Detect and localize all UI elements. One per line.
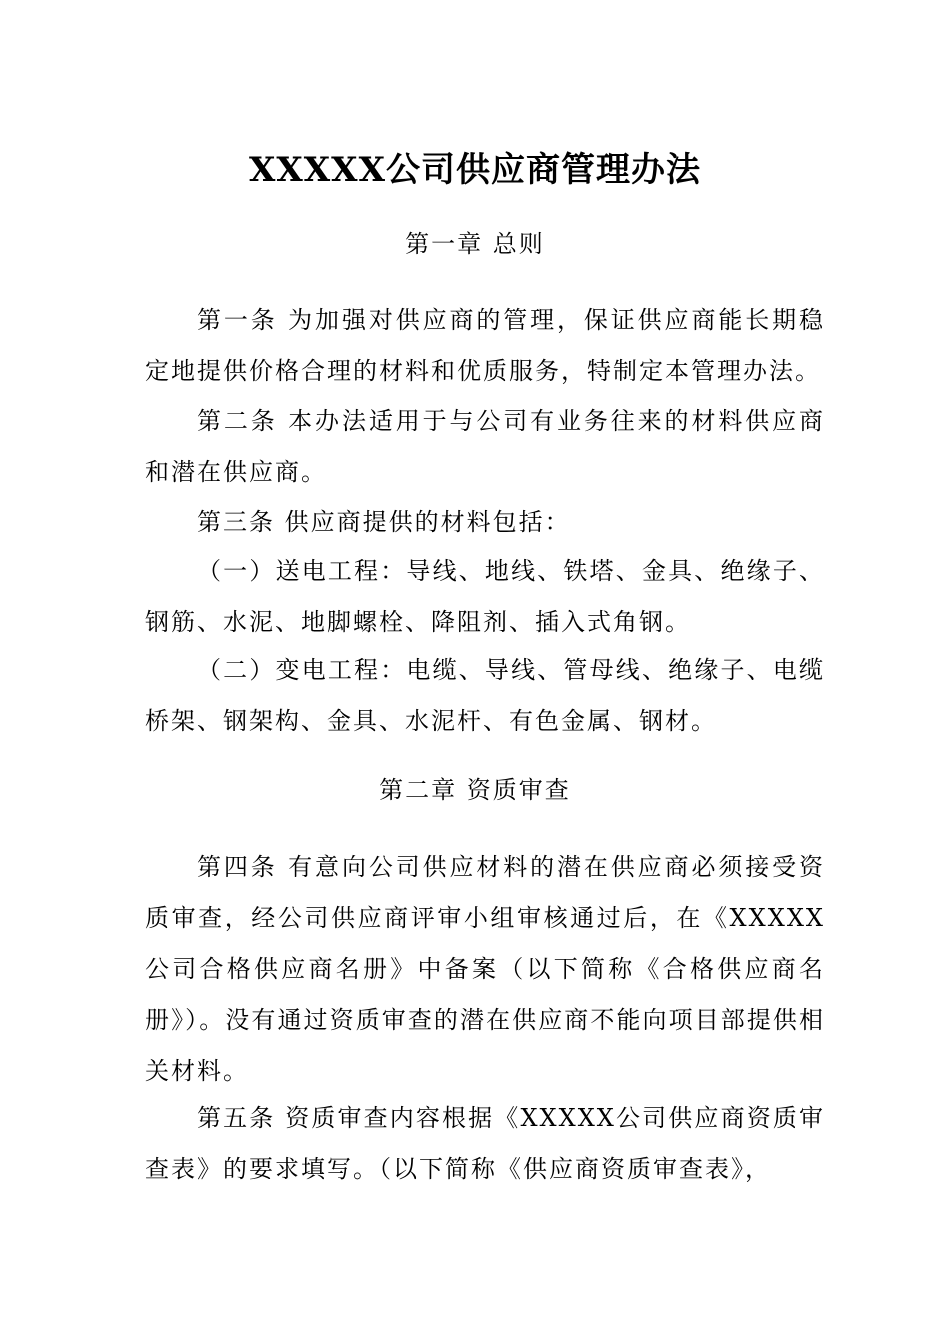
article-2: 第二条 本办法适用于与公司有业务往来的材料供应商和潜在供应商。 xyxy=(145,407,825,486)
article-1: 第一条 为加强对供应商的管理，保证供应商能长期稳定地提供价格合理的材料和优质服务，特制定本管理办法。 xyxy=(145,306,825,385)
article-5: 第五条 资质审查内容根据《XXXXX公司供应商资质审查表》的要求填写。（以下简称《供应商资质审查表》， xyxy=(145,1104,825,1183)
article-3-item-2: （二）变电工程：电缆、导线、管母线、绝缘子、电缆桥架、钢架构、金具、水泥杆、有色金属、钢材。 xyxy=(145,656,825,735)
article-3-item-1: （一）送电工程：导线、地线、铁塔、金具、绝缘子、钢筋、水泥、地脚螺栓、降阻剂、插入式角钢。 xyxy=(145,557,825,636)
document-title: XXXXX公司供应商管理办法 xyxy=(249,150,701,190)
chapter-heading-general: 第一章 总则 xyxy=(405,230,545,258)
article-4: 第四条 有意向公司供应材料的潜在供应商必须接受资质审查，经公司供应商评审小组审核通过后，在《XXXXX公司合格供应商名册》中备案（以下简称《合格供应商名册》）。没有通过资质审查的潜在供应商不能向项目部提供相关材料。 xyxy=(145,853,825,1085)
chapter-heading-qualification: 第二章 资质审查 xyxy=(379,776,571,804)
article-3: 第三条 供应商提供的材料包括： xyxy=(197,508,571,536)
